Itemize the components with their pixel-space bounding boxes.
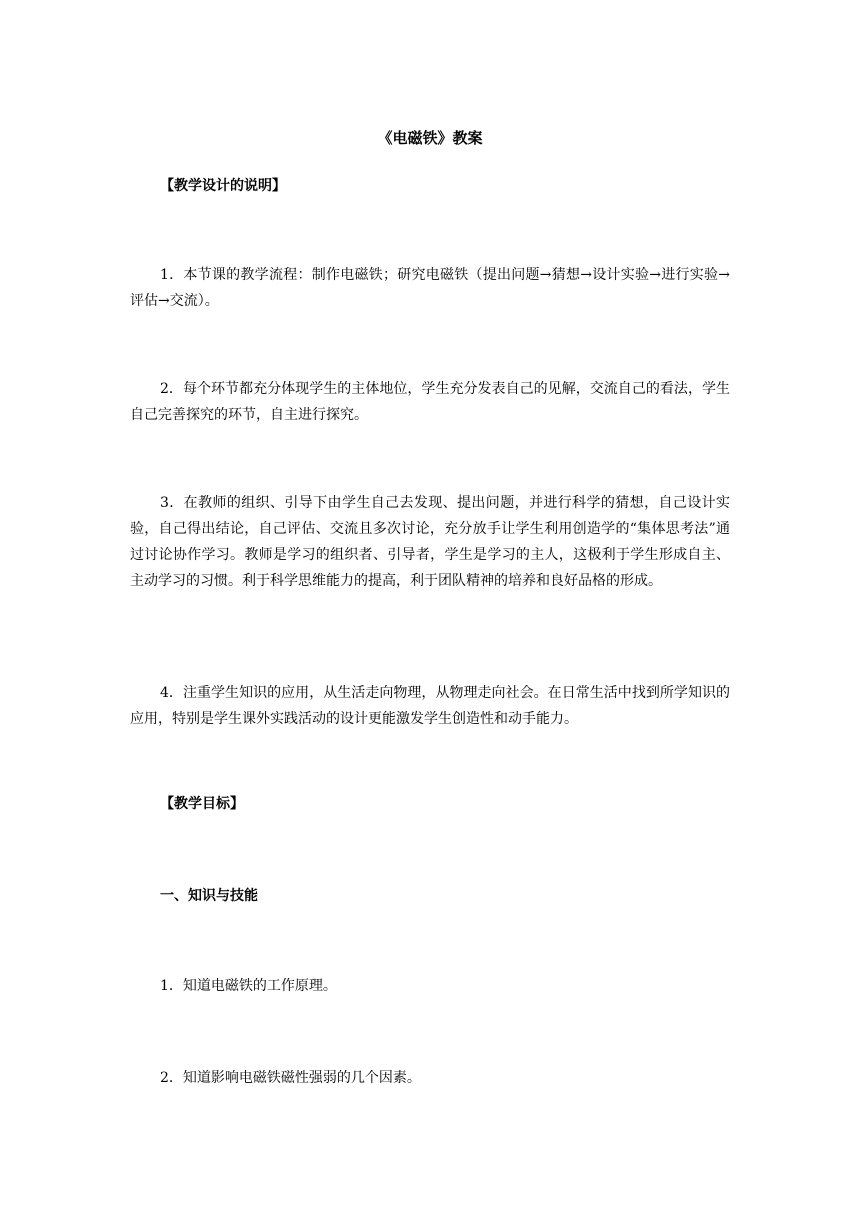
design-point-4: 4．注重学生知识的应用，从生活走向物理，从物理走向社会。在日常生活中找到所学知识的应用，特别是学生课外实践活动的设计更能激发学生创造性和动手能力。 bbox=[130, 685, 730, 727]
knowledge-item-1: 1．知道电磁铁的工作原理。 bbox=[160, 978, 337, 994]
design-point-3: 3．在教师的组织、引导下由学生自己去发现、提出问题，并进行科学的猜想，自己设计实验，自己得出结论，自己评估、交流且多次讨论，充分放手让学生利用创造学的“集体思考法”通过讨论协作学习。教师是学习的组织者、引导者，学生是学习的主人，这极利于学生形成自主、主动学习的习惯。利于科学思维能力的提高，利于团队精神的培养和良好品格的形成。 bbox=[130, 495, 730, 589]
subsection-heading-knowledge: 一、知识与技能 bbox=[160, 888, 258, 904]
design-point-2: 2．每个环节都充分体现学生的主体地位，学生充分发表自己的见解，交流自己的看法，学生自己完善探究的环节，自主进行探究。 bbox=[130, 381, 730, 423]
design-point-1: 1．本节课的教学流程：制作电磁铁；研究电磁铁（提出问题→猜想→设计实验→进行实验→评估→交流）。 bbox=[130, 267, 730, 309]
knowledge-item-2: 2．知道影响电磁铁磁性强弱的几个因素。 bbox=[160, 1070, 421, 1086]
section-heading-design: 【教学设计的说明】 bbox=[160, 178, 286, 194]
document-title: 《电磁铁》教案 bbox=[377, 129, 483, 147]
section-heading-goals: 【教学目标】 bbox=[160, 796, 244, 812]
